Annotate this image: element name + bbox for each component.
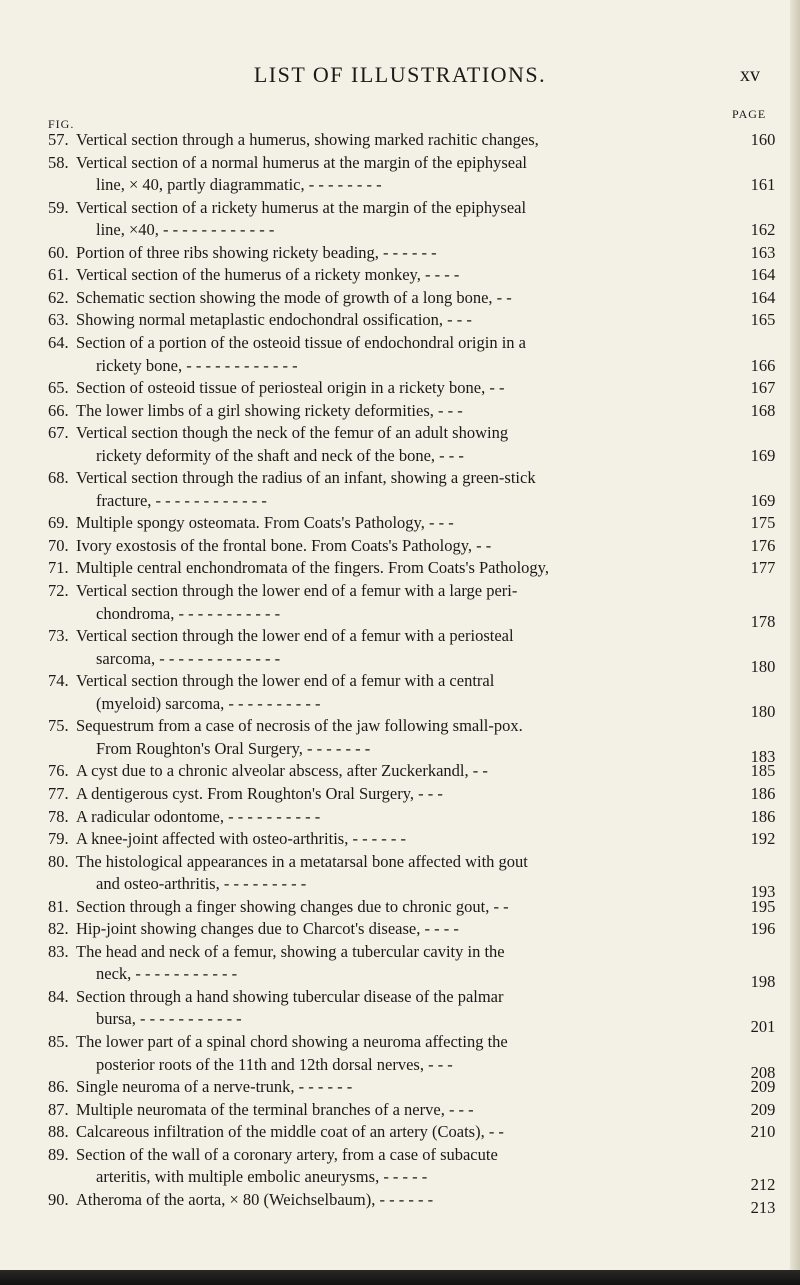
page-ref: 213 — [750, 1197, 776, 1217]
figure-caption: Vertical section through a humerus, showing marked rachitic changes, — [76, 130, 539, 149]
list-item — [48, 897, 783, 917]
figure-number: 66. — [48, 400, 69, 420]
list-item — [48, 1032, 783, 1052]
figure-number: 81. — [48, 896, 69, 916]
list-item — [48, 333, 783, 353]
figure-caption: Showing normal metaplastic endochondral ossification, - - - — [76, 310, 472, 330]
figure-caption: A dentigerous cyst. From Roughton's Oral Surgery, - - - — [76, 783, 443, 803]
figure-caption: Vertical section of the humerus of a rickety monkey, - - - - — [76, 265, 460, 285]
figure-caption: chondroma, - - - - - - - - - - - — [96, 603, 281, 623]
page-ref: 195 — [750, 896, 776, 916]
page-ref: 164 — [750, 287, 776, 307]
page-ref: 165 — [750, 310, 776, 330]
page-ref: 175 — [750, 513, 776, 533]
scan-border — [0, 1270, 800, 1285]
figure-caption: A radicular odontome, - - - - - - - - - - — [76, 806, 321, 826]
list-item — [48, 852, 783, 872]
figure-caption: Vertical section through the radius of an infant, showing a green-stick — [76, 468, 536, 488]
figure-caption: Calcareous infiltration of the middle coat of an artery (Coats), - - — [76, 1122, 504, 1142]
figure-number: 84. — [48, 986, 69, 1006]
list-item — [48, 130, 783, 150]
figure-caption: Vertical section though the neck of the femur of an adult showing — [76, 423, 509, 443]
figure-number: 90. — [48, 1189, 69, 1209]
list-item — [48, 1189, 783, 1217]
page-title: LIST OF ILLUSTRATIONS. — [253, 62, 547, 87]
list-item — [48, 942, 783, 962]
list-item-continuation — [48, 356, 783, 376]
figure-number: 86. — [48, 1077, 69, 1097]
figure-number: 78. — [48, 806, 69, 826]
figure-number: 75. — [48, 716, 69, 736]
page-ref: 192 — [750, 829, 776, 849]
list-item-continuation — [48, 446, 783, 466]
figure-number: 83. — [48, 941, 69, 961]
figure-number: 59. — [48, 197, 69, 217]
figure-number: 58. — [48, 152, 69, 172]
figure-number: 69. — [48, 513, 69, 533]
page-ref: 177 — [750, 558, 776, 578]
page-ref: 168 — [750, 400, 776, 420]
figure-caption: Atheroma of the aorta, × 80 (Weichselbaum), - - - - - - — [76, 1189, 434, 1209]
list-item — [48, 468, 783, 488]
figure-caption: Vertical section of a normal humerus at the margin of the epiphyseal — [76, 152, 528, 172]
list-item — [48, 919, 783, 939]
figure-caption: Sequestrum from a case of necrosis of the jaw following small-pox. — [76, 716, 523, 736]
list-item-continuation — [48, 1167, 783, 1195]
page-number: xv — [740, 64, 760, 86]
list-item — [48, 1100, 783, 1120]
figure-caption: The histological appearances in a metatarsal bone affected with gout — [76, 851, 528, 871]
page-ref: 180 — [750, 701, 776, 721]
figure-number: 70. — [48, 535, 69, 555]
figure-number: 87. — [48, 1099, 69, 1119]
list-item-continuation — [48, 175, 783, 195]
figure-caption: rickety bone, - - - - - - - - - - - - — [96, 355, 298, 375]
list-item-continuation — [48, 964, 783, 992]
figure-caption: Vertical section through the lower end of a femur with a large peri- — [76, 581, 518, 600]
page-ref: 180 — [750, 656, 776, 676]
list-item — [48, 1077, 783, 1097]
page-ref: 164 — [750, 265, 776, 285]
page-ref: 209 — [750, 1099, 776, 1119]
figure-caption: Section of osteoid tissue of periosteal origin in a rickety bone, - - — [76, 378, 505, 398]
figure-number: 82. — [48, 919, 69, 939]
page-ref: 186 — [750, 783, 776, 803]
page-ref: 208 — [750, 1062, 776, 1082]
figure-number: 89. — [48, 1144, 69, 1164]
list-item — [48, 1145, 783, 1165]
list-item — [48, 243, 783, 263]
figure-caption: Multiple neuromata of the terminal branches of a nerve, - - - — [76, 1099, 474, 1119]
figure-caption: Multiple central enchondromata of the fingers. From Coats's Pathology, — [76, 558, 549, 578]
list-item — [48, 581, 783, 601]
list-item — [48, 423, 783, 443]
page-ref: 209 — [750, 1077, 776, 1097]
figure-caption: Section through a finger showing changes due to chronic gout, - - — [76, 896, 509, 916]
figure-caption: neck, - - - - - - - - - - - — [96, 964, 238, 984]
figure-number: 63. — [48, 310, 69, 330]
figure-caption: sarcoma, - - - - - - - - - - - - - — [96, 648, 281, 668]
figure-caption: rickety deformity of the shaft and neck of the bone, - - - — [96, 445, 464, 465]
figure-caption: A cyst due to a chronic alveolar abscess, after Zuckerkandl, - - — [76, 761, 488, 781]
page-ref: 186 — [750, 806, 776, 826]
page-ref: 178 — [750, 611, 776, 631]
figure-number: 73. — [48, 626, 69, 646]
list-item-continuation — [48, 603, 783, 631]
list-item — [48, 310, 783, 330]
page-ref: 183 — [750, 746, 776, 766]
figure-caption: From Roughton's Oral Surgery, - - - - - - - — [96, 738, 371, 758]
list-item — [48, 198, 783, 218]
figure-caption: Vertical section through the lower end of a femur with a central — [76, 671, 495, 691]
figure-number: 62. — [48, 287, 69, 307]
list-item — [48, 558, 783, 578]
list-item — [48, 829, 783, 849]
figure-caption: arteritis, with multiple embolic aneurysms, - - - - - — [96, 1167, 428, 1187]
figure-caption: fracture, - - - - - - - - - - - - — [96, 490, 267, 510]
list-item-continuation — [48, 648, 783, 676]
list-item — [48, 807, 783, 827]
list-item-continuation — [48, 491, 783, 511]
figure-number: 74. — [48, 671, 69, 691]
list-item-continuation — [48, 1054, 783, 1082]
list-item — [48, 671, 783, 691]
list-item — [48, 401, 783, 421]
page-ref: 169 — [750, 445, 776, 465]
figure-caption: Section of the wall of a coronary artery, from a case of subacute — [76, 1144, 498, 1164]
figure-caption: (myeloid) sarcoma, - - - - - - - - - - — [96, 693, 321, 713]
page-ref: 212 — [750, 1175, 776, 1195]
list-item — [48, 288, 783, 308]
figure-caption: The lower limbs of a girl showing rickety deformities, - - - — [76, 400, 463, 420]
page-edge — [790, 0, 800, 1285]
page-ref: 161 — [750, 175, 776, 195]
figure-caption: line, ×40, - - - - - - - - - - - - — [96, 220, 275, 240]
figure-caption: line, × 40, partly diagrammatic, - - - - - - - - — [96, 175, 382, 195]
page-ref: 169 — [750, 490, 776, 510]
figure-caption: Schematic section showing the mode of growth of a long bone, - - — [76, 287, 512, 307]
list-item — [48, 153, 783, 173]
page-ref: 162 — [750, 220, 776, 240]
page-ref: 176 — [750, 535, 776, 555]
page-ref: 185 — [750, 761, 776, 781]
figure-number: 68. — [48, 468, 69, 488]
page-ref: 210 — [750, 1122, 776, 1142]
list-item-continuation — [48, 1009, 783, 1037]
figure-caption: Section through a hand showing tubercular disease of the palmar — [76, 986, 504, 1006]
list-item — [48, 265, 783, 285]
list-item — [48, 378, 783, 398]
figure-number: 71. — [48, 558, 69, 578]
figure-caption: posterior roots of the 11th and 12th dorsal nerves, - - - — [96, 1054, 453, 1074]
figure-caption: Hip-joint showing changes due to Charcot's disease, - - - - — [76, 919, 459, 939]
list-item-continuation — [48, 220, 783, 240]
figure-caption: Section of a portion of the osteoid tissue of endochondral origin in a — [76, 332, 526, 352]
figure-number: 57. — [48, 130, 69, 149]
list-item — [48, 761, 783, 781]
figure-caption: Vertical section through the lower end of a femur with a periosteal — [76, 626, 514, 646]
figure-number: 65. — [48, 378, 69, 398]
page-ref: 196 — [750, 919, 776, 939]
figure-number: 85. — [48, 1032, 69, 1051]
figure-caption: Single neuroma of a nerve-trunk, - - - - - - — [76, 1077, 353, 1097]
page-ref: 201 — [750, 1017, 776, 1037]
list-item — [48, 716, 783, 736]
list-item — [48, 513, 783, 533]
page-ref: 167 — [750, 378, 776, 398]
page-ref: 163 — [750, 242, 776, 262]
figure-number: 67. — [48, 423, 69, 443]
list-item-continuation — [48, 738, 783, 766]
figure-number: 72. — [48, 581, 69, 600]
figure-caption: Multiple spongy osteomata. From Coats's Pathology, - - - — [76, 513, 454, 533]
figure-number: 60. — [48, 242, 69, 262]
figure-number: 61. — [48, 265, 69, 285]
figure-caption: Ivory exostosis of the frontal bone. From Coats's Pathology, - - — [76, 535, 492, 555]
figure-caption: and osteo-arthritis, - - - - - - - - - — [96, 874, 307, 894]
list-item — [48, 784, 783, 804]
list-item — [48, 536, 783, 556]
figure-caption: Vertical section of a rickety humerus at the margin of the epiphyseal — [76, 197, 527, 217]
figure-caption: The lower part of a spinal chord showing a neuroma affecting the — [76, 1032, 508, 1051]
page-ref: 160 — [750, 130, 776, 149]
page-ref: 198 — [750, 972, 776, 992]
fig-column-header: FIG. — [48, 117, 75, 131]
figure-number: 64. — [48, 332, 69, 352]
figure-caption: The head and neck of a femur, showing a tubercular cavity in the — [76, 941, 505, 961]
list-item — [48, 1122, 783, 1142]
figure-number: 88. — [48, 1122, 69, 1142]
page-ref: 166 — [750, 355, 776, 375]
page-column-header: PAGE — [732, 107, 767, 121]
list-item — [48, 626, 783, 646]
figure-caption: bursa, - - - - - - - - - - - — [96, 1009, 242, 1029]
figure-number: 77. — [48, 783, 69, 803]
figure-number: 76. — [48, 761, 69, 781]
figure-number: 80. — [48, 851, 69, 871]
list-item — [48, 987, 783, 1007]
page-ref: 193 — [750, 882, 776, 902]
list-item-continuation — [48, 693, 783, 721]
figure-caption: A knee-joint affected with osteo-arthritis, - - - - - - — [76, 829, 407, 849]
figure-number: 79. — [48, 829, 69, 849]
list-item-continuation — [48, 874, 783, 902]
figure-caption: Portion of three ribs showing rickety beading, - - - - - - — [76, 242, 437, 262]
